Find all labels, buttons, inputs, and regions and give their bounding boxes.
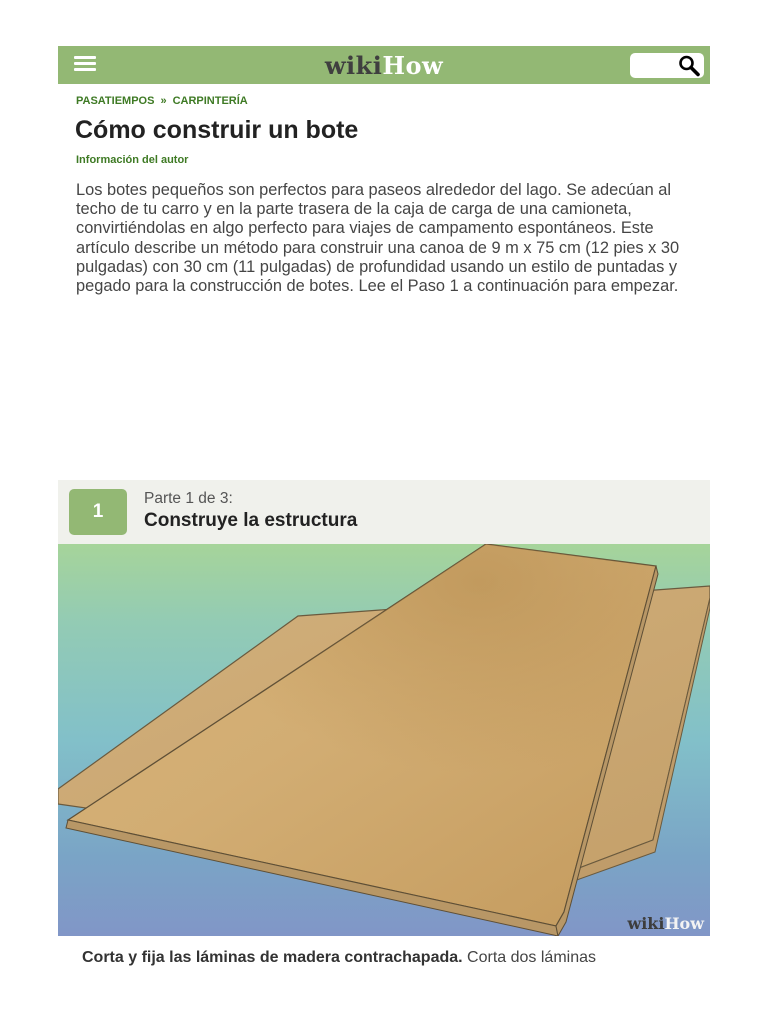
- magnifier-icon[interactable]: [677, 54, 701, 78]
- logo-wiki-text: wiki: [324, 51, 383, 80]
- author-info-link[interactable]: Información del autor: [76, 154, 189, 166]
- article-intro: Los botes pequeños son perfectos para paseos alrededor del lago. Se adecúan al techo de tu carro y en la parte trasera de la caja de carga de una camioneta, convirtiéndolas en algo perfecto para viajes de campamento espontáneos. Este artículo describe un método para construir una canoa de 9 m x 75 cm (12 pies x 30 pulgadas) con 30 cm (11 pulgadas) de profundidad usando un estilo de puntadas y pegado para la construcción de botes. Lee el Paso 1 a continuación para empezar.: [76, 181, 680, 296]
- breadcrumb: [76, 95, 248, 107]
- wikihow-logo[interactable]: [58, 51, 710, 80]
- watermark-how: How: [664, 914, 704, 933]
- step-image[interactable]: [58, 544, 710, 936]
- plywood-sheets-illustration: [58, 544, 710, 936]
- breadcrumb-link-pasatiempos[interactable]: PASATIEMPOS: [76, 95, 155, 107]
- breadcrumb-link-carpinteria[interactable]: CARPINTERÍA: [172, 95, 248, 107]
- step-description: [82, 947, 596, 969]
- part-header: [58, 480, 710, 544]
- step-text: Corta dos láminas: [467, 949, 596, 966]
- watermark-wiki: wiki: [627, 914, 665, 933]
- part-number-badge: 1: [69, 489, 127, 535]
- search-input[interactable]: [630, 53, 704, 78]
- step-bold-text: Corta y fija las láminas de madera contrachapada.: [82, 949, 463, 966]
- part-title: Construye la estructura: [144, 510, 358, 531]
- page-title: Cómo construir un bote: [75, 116, 359, 144]
- top-header: [58, 46, 710, 84]
- breadcrumb-separator: »: [160, 95, 167, 107]
- image-watermark: [627, 914, 704, 933]
- part-label: Parte 1 de 3:: [144, 490, 233, 507]
- logo-how-text: How: [382, 51, 444, 80]
